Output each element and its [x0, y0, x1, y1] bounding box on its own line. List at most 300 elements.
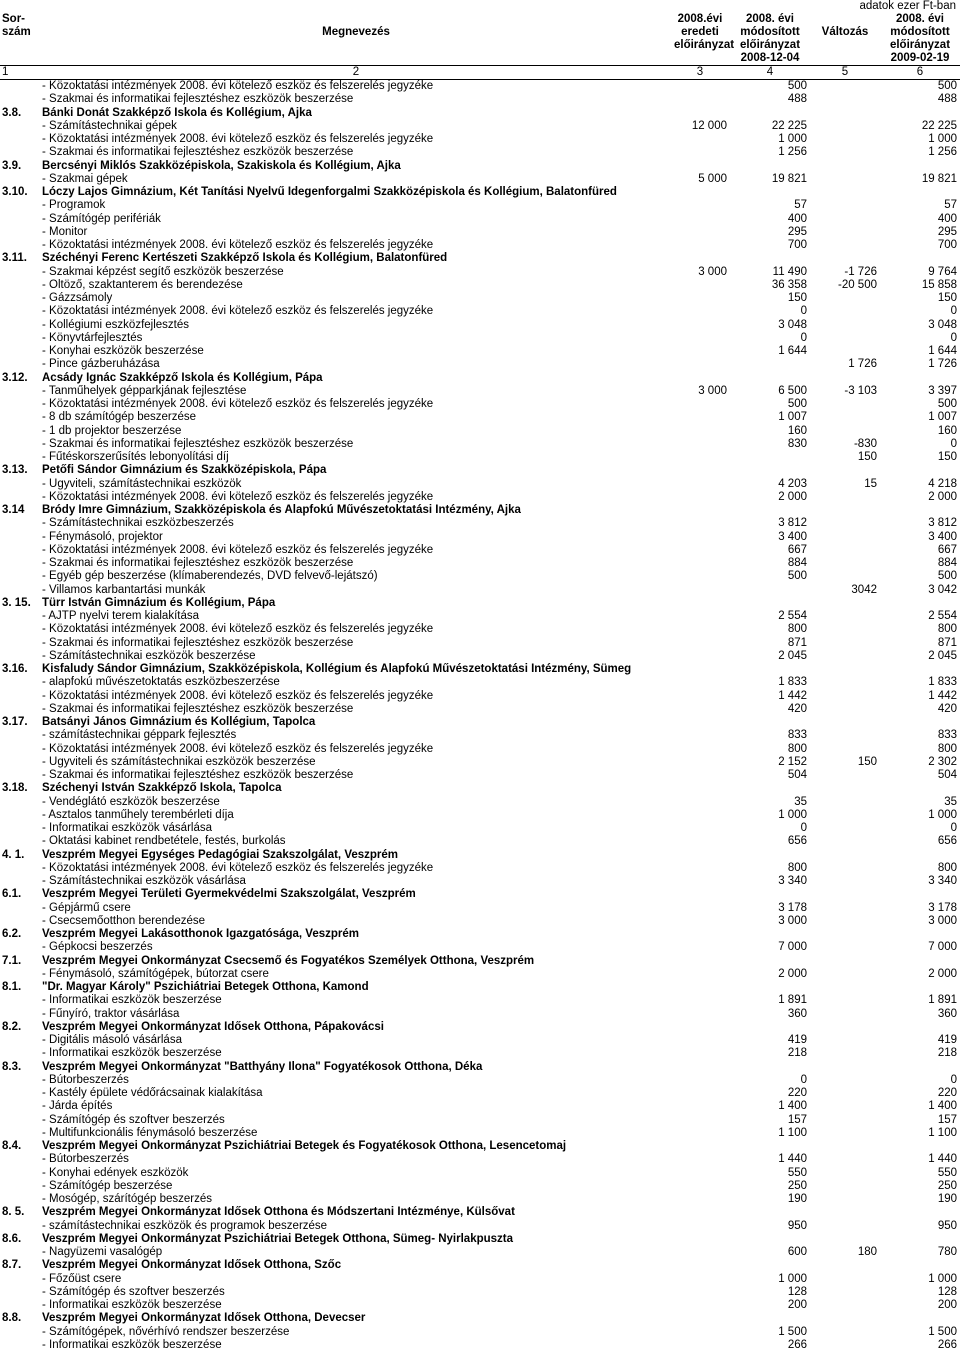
modified-appropriation-2009-02-19: 780 — [937, 1246, 957, 1258]
table-row — [0, 1008, 960, 1021]
original-appropriation — [670, 1047, 730, 1060]
table-row — [0, 1087, 960, 1100]
row-number — [0, 544, 42, 557]
item-name: - Vendéglátó eszközök beszerzése — [42, 795, 220, 808]
original-appropriation — [670, 809, 730, 822]
original-appropriation — [670, 491, 730, 504]
original-appropriation — [670, 372, 730, 385]
modified-appropriation-2008-12-04: 0 — [800, 822, 807, 834]
row-number: 3.13. — [2, 464, 28, 477]
institution-row — [0, 782, 960, 795]
header-cell: 2008. évi — [746, 13, 794, 25]
column-number: 3 — [670, 66, 730, 80]
header-cell: előirányzat — [889, 39, 951, 51]
original-appropriation — [670, 650, 730, 663]
header-cell — [810, 52, 880, 66]
item-name: - Informatikai eszközök beszerzése — [42, 1299, 222, 1311]
original-appropriation — [670, 1286, 730, 1299]
item-name: - Konyhai eszközök beszerzése — [42, 345, 204, 357]
modified-appropriation-2009-02-19: 218 — [937, 1047, 957, 1060]
modified-appropriation-2009-02-19: 500 — [937, 80, 957, 92]
table-row — [0, 93, 960, 106]
change-value: -20 500 — [837, 278, 877, 291]
modified-appropriation-2009-02-19 — [880, 252, 960, 265]
row-number — [0, 796, 42, 809]
item-name: Veszprém Megyei Önkormányzat Csecsemő és Fogyatékos Személyek Otthona, Veszprém — [42, 954, 535, 967]
change-value — [810, 305, 880, 318]
modified-appropriation-2009-02-19: 2 000 — [928, 490, 957, 503]
original-appropriation — [670, 1246, 730, 1259]
change-value — [810, 252, 880, 265]
table-row — [0, 1326, 960, 1339]
row-number: 3. 15. — [2, 596, 31, 609]
modified-appropriation-2008-12-04 — [730, 663, 810, 676]
original-appropriation — [670, 915, 730, 928]
modified-appropriation-2008-12-04: 7 000 — [778, 941, 807, 954]
row-number — [0, 915, 42, 928]
modified-appropriation-2008-12-04: 1 891 — [778, 994, 807, 1007]
table-row — [0, 902, 960, 915]
table-row — [0, 425, 960, 438]
change-value — [810, 1008, 880, 1021]
item-name: Petőfi Sándor Gimnázium és Szakközépiskola, Pápa — [42, 464, 327, 477]
table-row — [0, 305, 960, 318]
change-value — [810, 729, 880, 742]
change-value — [810, 716, 880, 729]
change-value — [810, 690, 880, 703]
change-value: -3 103 — [844, 384, 877, 397]
original-appropriation — [670, 332, 730, 345]
item-name: - Szakmai és informatikai fejlesztéshez eszközök beszerzése — [42, 702, 354, 715]
row-number — [0, 570, 42, 583]
item-name: - Szakmai és informatikai fejlesztéshez eszközök beszerzése — [42, 437, 354, 450]
change-value — [810, 1047, 880, 1060]
modified-appropriation-2008-12-04 — [730, 107, 810, 120]
modified-appropriation-2008-12-04 — [730, 1140, 810, 1153]
modified-appropriation-2008-12-04: 550 — [787, 1166, 807, 1179]
table-row — [0, 239, 960, 252]
modified-appropriation-2008-12-04 — [730, 1259, 810, 1272]
original-appropriation — [670, 160, 730, 173]
row-number: 6.2. — [2, 928, 22, 940]
row-number: 8.6. — [2, 1232, 22, 1245]
modified-appropriation-2008-12-04 — [730, 160, 810, 173]
change-value — [810, 1233, 880, 1246]
modified-appropriation-2009-02-19: 0 — [950, 331, 957, 344]
original-appropriation — [670, 1273, 730, 1286]
modified-appropriation-2009-02-19: 3 178 — [928, 901, 957, 914]
original-appropriation — [670, 955, 730, 968]
change-value — [810, 637, 880, 650]
original-appropriation — [670, 981, 730, 994]
modified-appropriation-2009-02-19: 220 — [937, 1087, 957, 1099]
table-row — [0, 822, 960, 835]
item-name: - Szakmai gépek — [42, 172, 128, 185]
change-value — [810, 769, 880, 782]
row-number — [0, 266, 42, 279]
row-number — [0, 438, 42, 451]
original-appropriation — [670, 902, 730, 915]
original-appropriation — [670, 1299, 730, 1312]
modified-appropriation-2009-02-19: 1 000 — [928, 133, 957, 145]
item-name: Veszprém Megyei Egységes Pedagógiai Szakszolgálat, Veszprém — [42, 848, 399, 861]
modified-appropriation-2008-12-04: 504 — [787, 769, 807, 781]
modified-appropriation-2009-02-19: 2 000 — [928, 967, 957, 980]
table-row — [0, 266, 960, 279]
modified-appropriation-2008-12-04: 500 — [787, 570, 807, 583]
change-value — [810, 875, 880, 888]
institution-row — [0, 1140, 960, 1153]
original-appropriation — [670, 1087, 730, 1100]
change-value — [810, 610, 880, 623]
modified-appropriation-2009-02-19 — [880, 955, 960, 968]
change-value — [810, 1167, 880, 1180]
item-name: Veszprém Megyei Önkormányzat Idősek Otthona és Módszertani Intézménye, Külsővat — [42, 1206, 515, 1219]
change-value — [810, 915, 880, 928]
item-name: - Közoktatási intézmények 2008. évi kötelező eszköz és felszerelés jegyzéke — [42, 689, 434, 702]
modified-appropriation-2009-02-19: 833 — [937, 729, 957, 742]
modified-appropriation-2008-12-04: 4 203 — [778, 477, 807, 490]
original-appropriation — [670, 1312, 730, 1325]
item-name: - alapfokú művészetoktatás eszközbeszerzése — [42, 676, 280, 689]
table-row — [0, 756, 960, 769]
modified-appropriation-2008-12-04: 2 554 — [778, 610, 807, 622]
modified-appropriation-2009-02-19 — [880, 1061, 960, 1074]
row-number — [0, 411, 42, 424]
modified-appropriation-2009-02-19: 420 — [937, 702, 957, 715]
row-number — [0, 584, 42, 597]
header-cell: Változás — [821, 26, 869, 38]
modified-appropriation-2009-02-19: 1 500 — [928, 1325, 957, 1338]
original-appropriation — [670, 226, 730, 239]
modified-appropriation-2009-02-19: 360 — [937, 1007, 957, 1020]
modified-appropriation-2008-12-04 — [730, 782, 810, 795]
change-value — [810, 1153, 880, 1166]
item-name: - számítástechnikai géppark fejlesztés — [42, 729, 237, 742]
item-name: Veszprém Megyei Lakásotthonok Igazgatósága, Veszprém — [42, 928, 359, 940]
modified-appropriation-2008-12-04: 3 340 — [778, 875, 807, 887]
modified-appropriation-2009-02-19: 160 — [937, 424, 957, 437]
modified-appropriation-2009-02-19: 3 340 — [928, 875, 957, 887]
original-appropriation — [670, 1127, 730, 1140]
row-number — [0, 120, 42, 133]
modified-appropriation-2008-12-04: 266 — [787, 1338, 807, 1351]
modified-appropriation-2008-12-04: 250 — [787, 1179, 807, 1192]
change-value: 3042 — [851, 583, 877, 596]
modified-appropriation-2008-12-04 — [730, 504, 810, 517]
modified-appropriation-2008-12-04: 400 — [787, 212, 807, 225]
row-number: 3.17. — [2, 716, 28, 728]
institution-row — [0, 928, 960, 941]
item-name: - Számítástechnikai gépek — [42, 119, 177, 132]
modified-appropriation-2008-12-04: 1 100 — [778, 1126, 807, 1139]
original-appropriation — [670, 1140, 730, 1153]
item-name: - Informatikai eszközök beszerzése — [42, 1047, 222, 1060]
original-appropriation — [670, 756, 730, 769]
row-number — [0, 809, 42, 822]
modified-appropriation-2008-12-04: 950 — [787, 1219, 807, 1232]
original-appropriation — [670, 544, 730, 557]
change-value — [810, 411, 880, 424]
row-number — [0, 133, 42, 146]
modified-appropriation-2008-12-04: 19 821 — [771, 172, 807, 185]
original-appropriation — [670, 1206, 730, 1219]
table-row — [0, 478, 960, 491]
original-appropriation — [670, 517, 730, 530]
modified-appropriation-2008-12-04 — [730, 597, 810, 610]
modified-appropriation-2008-12-04: 830 — [787, 437, 807, 450]
table-row — [0, 1114, 960, 1127]
modified-appropriation-2008-12-04: 2 152 — [778, 755, 807, 768]
item-name: - Fűtéskorszerűsítés lebonyolítási díj — [42, 451, 229, 463]
change-value — [810, 93, 880, 106]
original-appropriation — [670, 557, 730, 570]
modified-appropriation-2008-12-04: 656 — [787, 835, 807, 848]
modified-appropriation-2009-02-19: 800 — [937, 623, 957, 636]
change-value — [810, 968, 880, 981]
table-row — [0, 80, 960, 94]
original-appropriation — [670, 319, 730, 332]
item-name: - Informatikai eszközök beszerzése — [42, 994, 222, 1007]
item-name: Bánki Donát Szakképző Iskola és Kollégium, Ajka — [42, 106, 312, 119]
modified-appropriation-2008-12-04: 0 — [800, 305, 807, 318]
change-value — [810, 107, 880, 120]
modified-appropriation-2008-12-04: 360 — [787, 1007, 807, 1020]
modified-appropriation-2009-02-19: 504 — [937, 769, 957, 781]
change-value — [810, 464, 880, 477]
row-number: 3.11. — [2, 252, 27, 265]
item-name: - Konyhai edények eszközök — [42, 1166, 189, 1179]
modified-appropriation-2009-02-19: 128 — [937, 1285, 957, 1298]
table-row — [0, 1167, 960, 1180]
table-row — [0, 994, 960, 1007]
institution-row — [0, 1312, 960, 1325]
change-value — [810, 160, 880, 173]
modified-appropriation-2009-02-19: 700 — [937, 239, 957, 251]
modified-appropriation-2009-02-19 — [880, 981, 960, 994]
original-appropriation — [670, 941, 730, 954]
table-header — [0, 13, 960, 80]
modified-appropriation-2009-02-19 — [880, 186, 960, 199]
table-row — [0, 769, 960, 782]
original-appropriation — [670, 345, 730, 358]
change-value: 1 726 — [848, 358, 877, 371]
table-row — [0, 557, 960, 570]
modified-appropriation-2008-12-04 — [730, 1021, 810, 1034]
change-value — [810, 1140, 880, 1153]
original-appropriation — [670, 849, 730, 862]
item-name: - Szakmai képzést segítő eszközök beszerzése — [42, 265, 284, 278]
change-value — [810, 676, 880, 689]
original-appropriation — [670, 743, 730, 756]
original-appropriation — [670, 1074, 730, 1087]
item-name: - Közoktatási intézmények 2008. évi kötelező eszköz és felszerelés jegyzéke — [42, 239, 434, 251]
header-cell: előirányzat — [674, 39, 735, 51]
modified-appropriation-2008-12-04: 2 000 — [778, 490, 807, 503]
item-name: - Közoktatási intézmények 2008. évi kötelező eszköz és felszerelés jegyzéke — [42, 742, 434, 755]
original-appropriation — [670, 1021, 730, 1034]
table-row — [0, 809, 960, 822]
row-number — [0, 478, 42, 491]
column-number-row — [0, 66, 960, 80]
modified-appropriation-2008-12-04: 22 225 — [771, 119, 807, 132]
modified-appropriation-2008-12-04 — [730, 451, 810, 464]
modified-appropriation-2008-12-04: 419 — [787, 1034, 807, 1046]
row-number: 3.18. — [2, 782, 28, 795]
change-value — [810, 809, 880, 822]
modified-appropriation-2009-02-19: 22 225 — [921, 119, 957, 132]
modified-appropriation-2008-12-04: 0 — [800, 331, 807, 344]
modified-appropriation-2008-12-04 — [730, 464, 810, 477]
item-name: - Gépkocsi beszerzés — [42, 941, 153, 954]
change-value — [810, 398, 880, 411]
row-number — [0, 676, 42, 689]
change-value — [810, 292, 880, 305]
item-name: - Multifunkcionális fénymásoló beszerzése — [42, 1126, 258, 1139]
table-row — [0, 610, 960, 623]
row-number — [0, 637, 42, 650]
item-name: - Kastély épülete védőrácsainak kialakítása — [42, 1087, 263, 1099]
table-row — [0, 1339, 960, 1352]
row-number — [0, 1100, 42, 1113]
row-number — [0, 1008, 42, 1021]
row-number — [0, 398, 42, 411]
row-number — [0, 1074, 42, 1087]
item-name: - 8 db számítógép beszerzése — [42, 411, 197, 424]
header-cell: szám — [2, 26, 31, 38]
header-cell — [670, 52, 730, 66]
original-appropriation — [670, 186, 730, 199]
change-value — [810, 1127, 880, 1140]
change-value — [810, 120, 880, 133]
original-appropriation: 12 000 — [691, 119, 727, 132]
change-value — [810, 186, 880, 199]
row-number — [0, 557, 42, 570]
change-value — [810, 703, 880, 716]
item-name: - Bútorbeszerzés — [42, 1153, 129, 1166]
table-row — [0, 120, 960, 133]
table-row — [0, 862, 960, 875]
item-name: Veszprém Megyei Önkormányzat "Batthyány Ilona" Fogyatékosok Otthona, Déka — [42, 1060, 483, 1073]
modified-appropriation-2009-02-19 — [880, 464, 960, 477]
original-appropriation — [670, 411, 730, 424]
modified-appropriation-2009-02-19: 19 821 — [921, 172, 957, 185]
original-appropriation — [670, 305, 730, 318]
institution-row — [0, 160, 960, 173]
modified-appropriation-2009-02-19: 2 045 — [928, 649, 957, 662]
modified-appropriation-2009-02-19: 500 — [937, 398, 957, 410]
institution-row — [0, 663, 960, 676]
item-name: - számítástechnikai eszközök és programok beszerzése — [42, 1219, 328, 1232]
original-appropriation: 3 000 — [698, 265, 727, 278]
original-appropriation — [670, 796, 730, 809]
modified-appropriation-2009-02-19: 488 — [937, 93, 957, 106]
item-name: - Fűnyíró, traktor vásárlása — [42, 1007, 180, 1020]
item-name: - Számítástechnikai eszközök vásárlása — [42, 875, 246, 887]
item-name: Veszprém Megyei Önkormányzat Idősek Otthona, Devecser — [42, 1312, 366, 1325]
row-number — [0, 703, 42, 716]
institution-row — [0, 464, 960, 477]
table-row — [0, 1246, 960, 1259]
change-value — [810, 173, 880, 186]
institution-row — [0, 955, 960, 968]
institution-row — [0, 1206, 960, 1219]
budget-table — [0, 13, 960, 1352]
row-number — [0, 1286, 42, 1299]
modified-appropriation-2008-12-04: 57 — [794, 199, 807, 212]
modified-appropriation-2008-12-04: 1 000 — [778, 1272, 807, 1285]
change-value — [810, 1259, 880, 1272]
original-appropriation — [670, 888, 730, 901]
modified-appropriation-2009-02-19 — [880, 107, 960, 120]
original-appropriation — [670, 1339, 730, 1352]
original-appropriation — [670, 80, 730, 94]
header-cell: 2008-12-04 — [730, 52, 810, 66]
table-row — [0, 279, 960, 292]
original-appropriation — [670, 928, 730, 941]
table-row — [0, 292, 960, 305]
row-number — [0, 1326, 42, 1339]
modified-appropriation-2008-12-04: 871 — [787, 636, 807, 649]
item-name: - Egyéb gép beszerzése (klímaberendezés, DVD felvevő-lejátszó) — [42, 570, 378, 583]
original-appropriation — [670, 107, 730, 120]
modified-appropriation-2008-12-04: 35 — [794, 795, 807, 808]
modified-appropriation-2008-12-04: 1 007 — [778, 411, 807, 424]
row-number — [0, 1114, 42, 1127]
table-row — [0, 398, 960, 411]
change-value — [810, 1339, 880, 1352]
institution-row — [0, 1233, 960, 1246]
modified-appropriation-2009-02-19: 550 — [937, 1166, 957, 1179]
row-number: 8.4. — [2, 1140, 22, 1152]
change-value — [810, 491, 880, 504]
modified-appropriation-2008-12-04: 150 — [787, 292, 807, 304]
original-appropriation — [670, 1114, 730, 1127]
modified-appropriation-2008-12-04: 1 833 — [778, 676, 807, 689]
modified-appropriation-2008-12-04: 3 178 — [778, 901, 807, 914]
row-number — [0, 491, 42, 504]
original-appropriation — [670, 597, 730, 610]
row-number — [0, 305, 42, 318]
original-appropriation — [670, 875, 730, 888]
modified-appropriation-2009-02-19: 9 764 — [928, 265, 957, 278]
item-name: Batsányi János Gimnázium és Kollégium, Tapolca — [42, 716, 316, 728]
original-appropriation — [670, 1193, 730, 1206]
header-cell — [42, 52, 670, 66]
table-row — [0, 690, 960, 703]
original-appropriation — [670, 623, 730, 636]
change-value: -830 — [853, 437, 877, 450]
modified-appropriation-2008-12-04 — [730, 1061, 810, 1074]
change-value — [810, 1180, 880, 1193]
modified-appropriation-2008-12-04: 190 — [787, 1193, 807, 1205]
table-row — [0, 173, 960, 186]
institution-row — [0, 716, 960, 729]
modified-appropriation-2009-02-19: 3 400 — [928, 530, 957, 543]
modified-appropriation-2008-12-04: 1 000 — [778, 133, 807, 145]
header-row — [0, 26, 960, 39]
modified-appropriation-2009-02-19: 4 218 — [928, 477, 957, 490]
row-number — [0, 517, 42, 530]
row-number: 3.14 — [2, 504, 25, 516]
change-value — [810, 517, 880, 530]
change-value — [810, 822, 880, 835]
modified-appropriation-2008-12-04: 3 400 — [778, 530, 807, 543]
change-value — [810, 319, 880, 332]
modified-appropriation-2008-12-04: 1 000 — [778, 808, 807, 821]
original-appropriation — [670, 1061, 730, 1074]
row-number — [0, 319, 42, 332]
